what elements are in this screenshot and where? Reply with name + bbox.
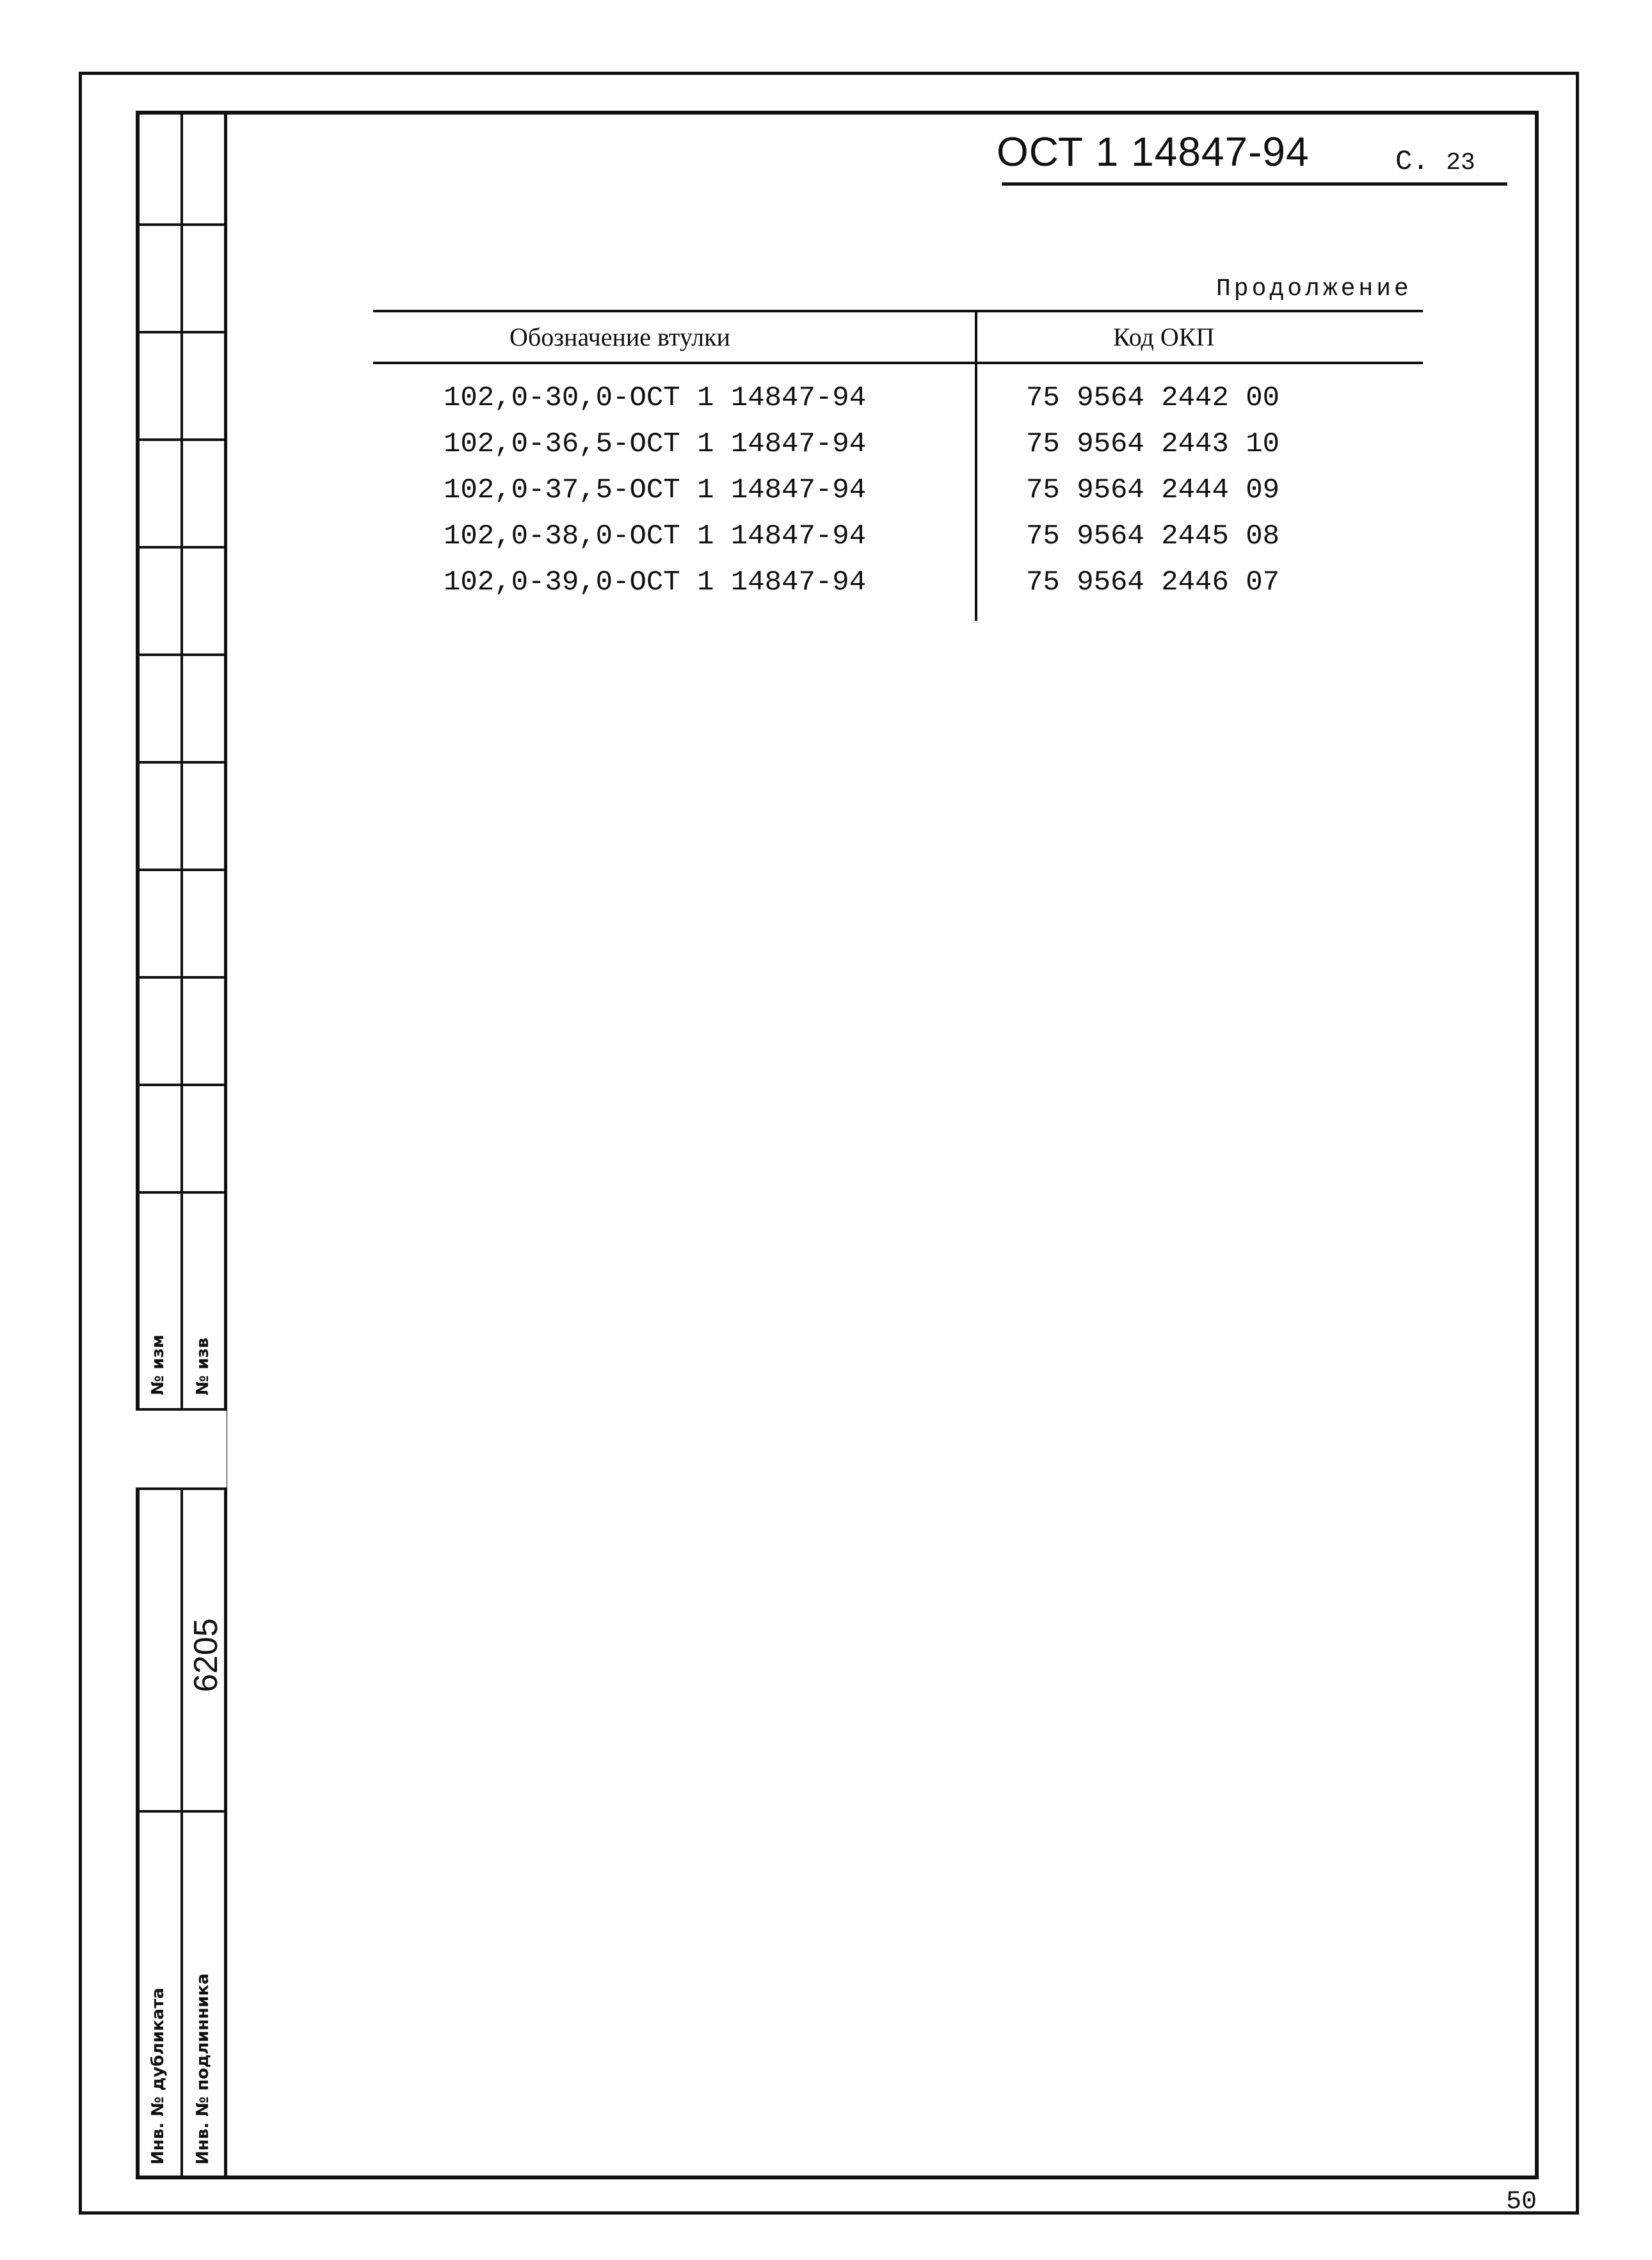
sheet-number: 50 xyxy=(1506,2188,1537,2216)
row-okp-code: 75 9564 2442 00 xyxy=(1026,382,1280,414)
column-header-okp-code: Код ОКП xyxy=(1113,323,1215,351)
continuation-label: Продолжение xyxy=(1216,275,1412,303)
table-top-rule xyxy=(373,310,1423,312)
row-okp-code: 75 9564 2444 09 xyxy=(1026,474,1280,506)
duplicate-inv-label: Инв. № дубликата xyxy=(148,1987,168,2165)
table-column-divider xyxy=(975,311,977,621)
row-okp-code: 75 9564 2445 08 xyxy=(1026,520,1280,552)
stamp-row-divider xyxy=(136,869,227,871)
original-inv-value: 6205 xyxy=(188,1618,225,1692)
page-number: 23 xyxy=(1446,149,1475,177)
row-designation: 102,0-36,5-ОСТ 1 14847-94 xyxy=(444,428,867,460)
row-designation: 102,0-30,0-ОСТ 1 14847-94 xyxy=(444,382,867,414)
original-inv-label: Инв. № подлинника xyxy=(193,1973,213,2165)
change-no-label: № изм xyxy=(148,1334,168,1395)
page-prefix: С. xyxy=(1395,146,1429,178)
stamp-row-divider xyxy=(136,653,227,656)
inner-frame xyxy=(136,111,1539,2179)
document-code: ОСТ 1 14847-94 xyxy=(997,129,1310,175)
stamp-row-divider xyxy=(136,1810,227,1813)
row-designation: 102,0-38,0-ОСТ 1 14847-94 xyxy=(444,520,867,552)
stamp-gap xyxy=(136,1411,227,1487)
column-header-designation: Обозначение втулки xyxy=(509,323,730,351)
stamp-row-divider xyxy=(136,331,227,333)
stamp-row-divider xyxy=(136,223,227,226)
row-designation: 102,0-39,0-ОСТ 1 14847-94 xyxy=(444,566,867,598)
page-label xyxy=(1395,146,1475,178)
stamp-row-divider xyxy=(136,1487,227,1490)
stamp-row-divider xyxy=(136,546,227,549)
stamp-row-divider xyxy=(136,1191,227,1194)
row-okp-code: 75 9564 2443 10 xyxy=(1026,428,1280,460)
stamp-row-divider xyxy=(136,761,227,764)
stamp-col-divider xyxy=(224,113,227,2177)
table-header-rule xyxy=(373,362,1423,364)
stamp-row-divider xyxy=(136,1084,227,1086)
stamp-row-divider xyxy=(136,438,227,441)
stamp-row-divider xyxy=(136,976,227,979)
notice-no-label: № изв xyxy=(193,1337,213,1395)
row-designation: 102,0-37,5-ОСТ 1 14847-94 xyxy=(444,474,867,506)
stamp-col-divider xyxy=(180,113,183,2177)
header-underline xyxy=(1002,182,1507,186)
row-okp-code: 75 9564 2446 07 xyxy=(1026,566,1280,598)
